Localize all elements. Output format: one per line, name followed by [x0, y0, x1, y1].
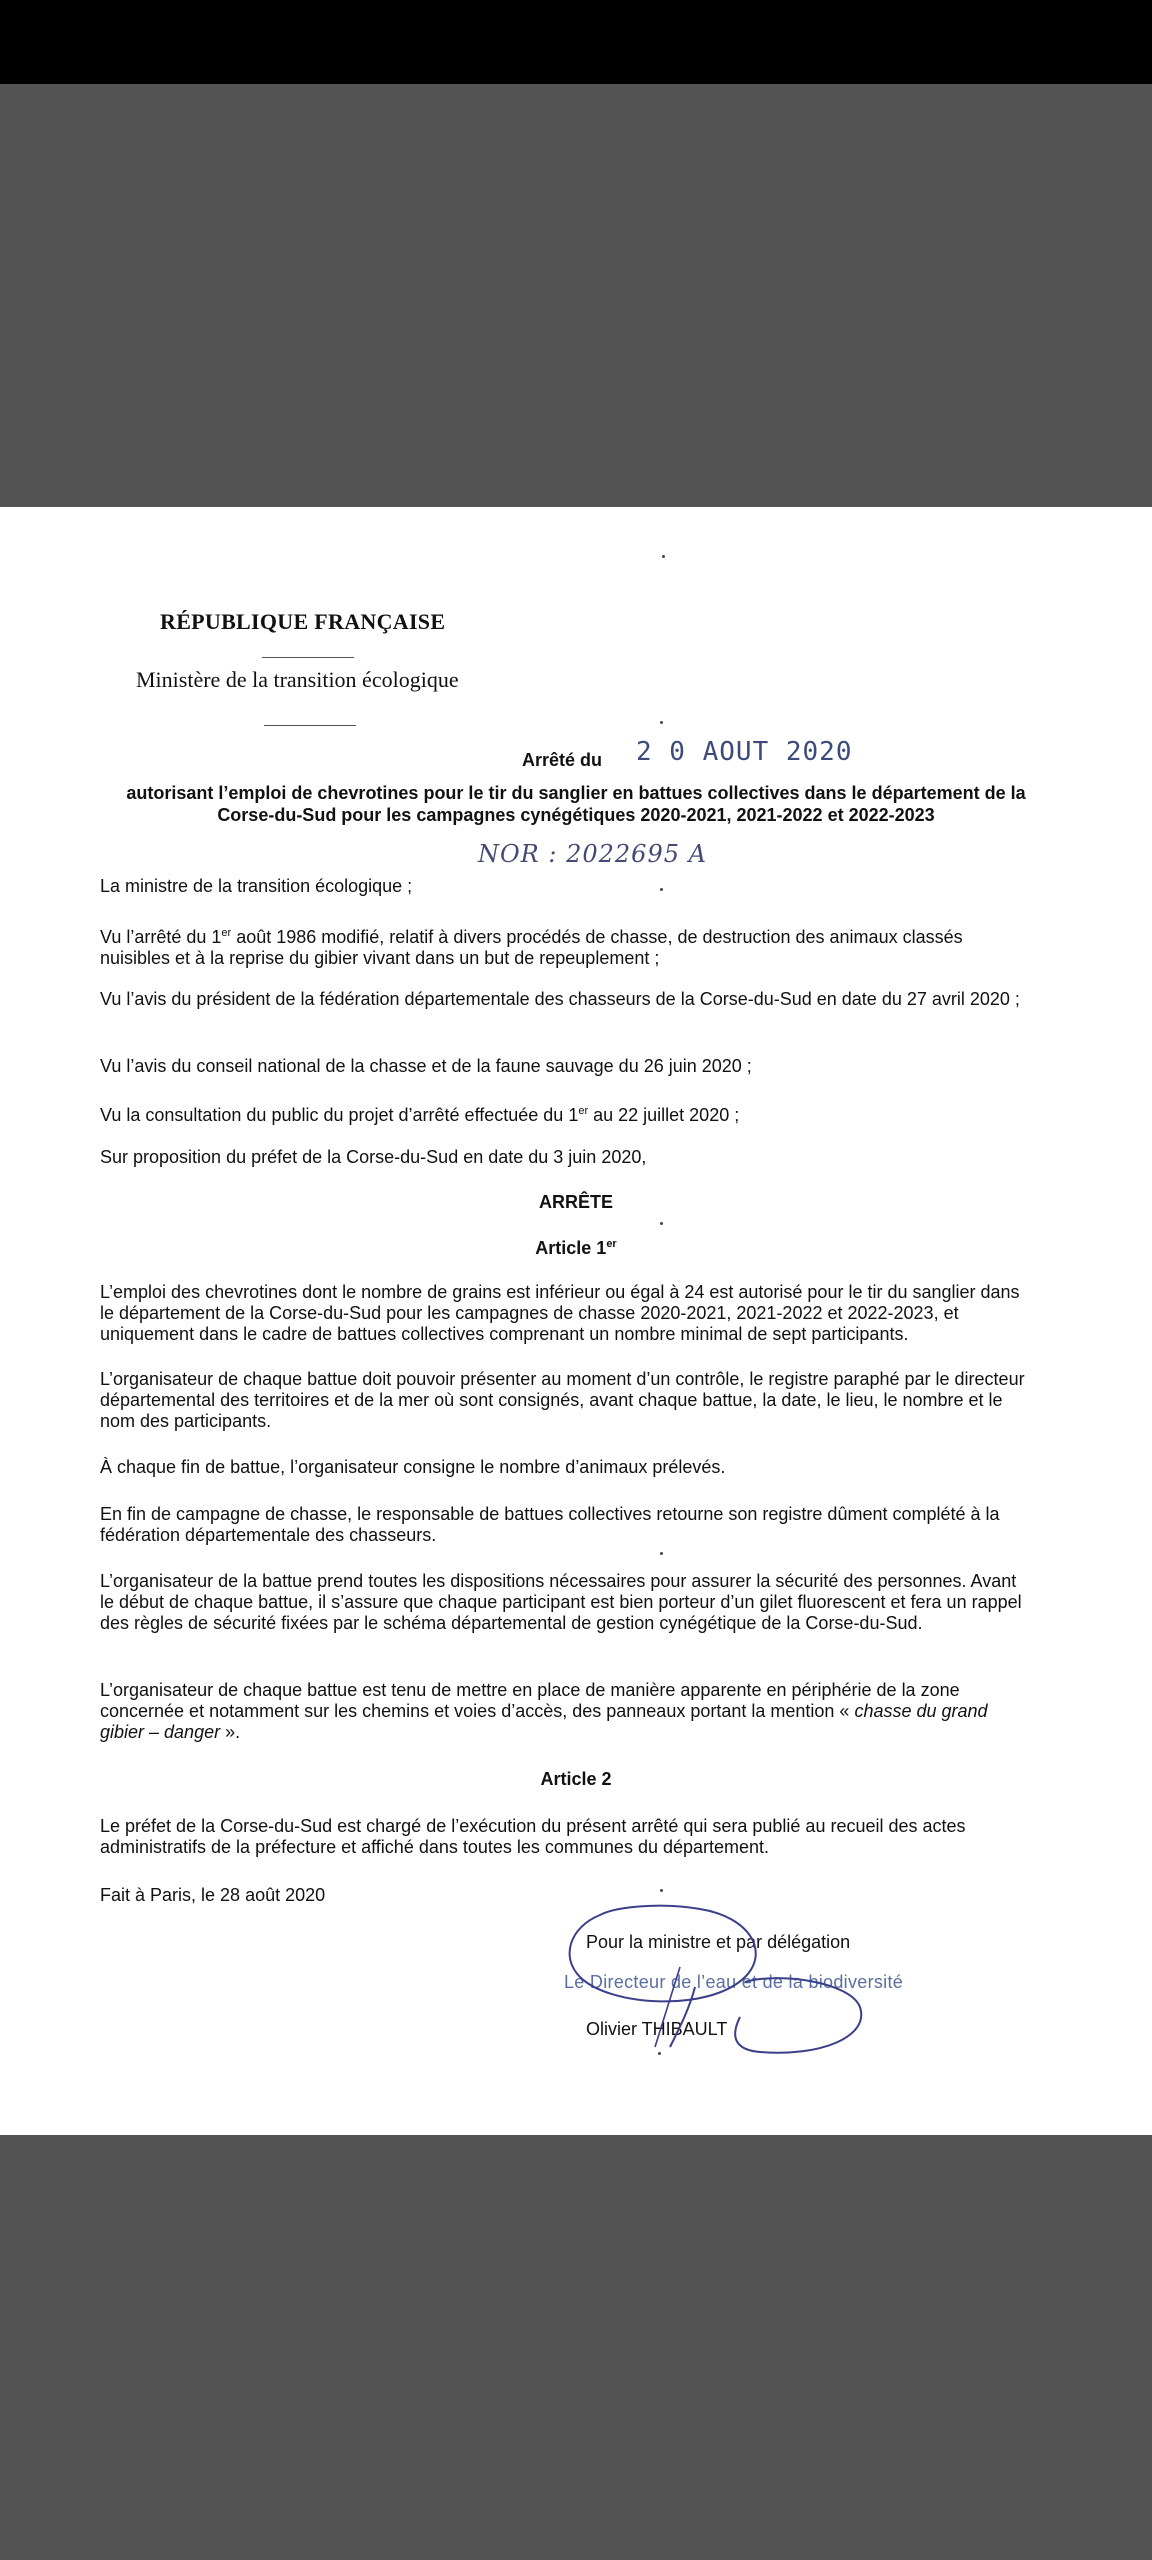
preamble-ministre: La ministre de la transition écologique ;	[100, 876, 413, 896]
delegation-line: Pour la ministre et par délégation	[586, 1932, 851, 1952]
nor-handwritten: NOR : 2022695 A	[478, 840, 707, 868]
republic-heading: RÉPUBLIQUE FRANÇAISE	[160, 609, 446, 634]
signage-text: L’organisateur de chaque battue est tenu de mettre en place de manière apparente en périphérie de la zone concernée et notamment sur les chemins et voies d’accès, des panneaux portant la mention «	[100, 1680, 960, 1721]
scan-speck	[660, 1889, 663, 1892]
scan-speck	[660, 1222, 663, 1225]
arrete-heading: ARRÊTE	[538, 1192, 613, 1212]
preamble-vu-federation: Vu l’avis du président de la fédération départementale des chasseurs de la Corse-du-Sud en date du 27 avril 2020 ;	[100, 989, 1020, 1009]
preamble-vu-conseil: Vu l’avis du conseil national de la chasse et de la faune sauvage du 26 juin 2020 ;	[100, 1056, 752, 1076]
scan-speck	[660, 721, 663, 724]
place-and-date: Fait à Paris, le 28 août 2020	[100, 1885, 326, 1905]
article-2-heading: Article 2	[540, 1769, 612, 1789]
scan-speck	[660, 888, 663, 891]
arrete-title: autorisant l’emploi de chevrotines pour le tir du sanglier en battues collectives dans le département de la Corse-du-Sud pour les campagnes cynégétiques 2020-2021, 2021-2022 et 2022-2023	[126, 783, 1026, 825]
preamble-vu-1986: Vu l’arrêté du 1er août 1986 modifié, relatif à divers procédés de chasse, de destruction des animaux classés nuisibles et à la reprise du gibier vivant dans un but de repeuplement ;	[100, 927, 963, 968]
signatory-name: Olivier THIBAULT	[586, 2019, 728, 2039]
article-2-paragraph: Le préfet de la Corse-du-Sud est chargé de l’exécution du présent arrêté qui sera publié au recueil des actes administratifs de la préfecture et affiché dans toutes les communes du département.	[100, 1816, 966, 1857]
article-1-paragraph: À chaque fin de battue, l’organisateur consigne le nombre d’animaux prélevés.	[100, 1457, 726, 1477]
article-1-paragraph-signage	[100, 1680, 1026, 1743]
article-1-paragraph: L’emploi des chevrotines dont le nombre de grains est inférieur ou égal à 24 est autorisé pour le tir du sanglier dans le département de la Corse-du-Sud pour les campagnes de chasse 2020-2021, 2021-2022 et 2022-2023, et uniquement dans le cadre de battues collectives comprenant un nombre minimal de sept participants.	[100, 1282, 1020, 1344]
scan-speck	[662, 555, 665, 558]
preamble-vu-consultation: Vu la consultation du public du projet d’arrêté effectuée du 1er au 22 juillet 2020 ;	[100, 1105, 740, 1125]
preamble-proposition: Sur proposition du préfet de la Corse-du-Sud en date du 3 juin 2020,	[100, 1147, 647, 1167]
article-1-paragraph: L’organisateur de la battue prend toutes les dispositions nécessaires pour assurer la sécurité des personnes. Avant le début de chaque battue, il s’assure que chaque participant est bien porteur d’un gilet fluorescent et fera un rappel des règles de sécurité fixées par le schéma départemental de gestion cynégétique de la Corse-du-Sud.	[100, 1571, 1022, 1633]
top-status-bar	[0, 0, 1152, 84]
article-1-paragraph: En fin de campagne de chasse, le responsable de battues collectives retourne son registre dûment complété à la fédération départementale des chasseurs.	[100, 1504, 1000, 1545]
signage-text-end: ».	[220, 1722, 241, 1742]
signage-mention: chasse du grand gibier – danger	[100, 1701, 988, 1742]
signatory-title-stamp: Le Directeur de l’eau et de la biodiversité	[564, 1972, 904, 1992]
ministry-name: Ministère de la transition écologique	[136, 667, 459, 692]
arrete-date-label: Arrêté du	[522, 750, 603, 770]
article-1-paragraph: L’organisateur de chaque battue doit pouvoir présenter au moment d’un contrôle, le registre paraphé par le directeur départemental des territoires et de la mer où sont consignés, avant chaque battue, la date, le lieu, le nombre et le nom des participants.	[100, 1369, 1025, 1431]
divider	[264, 725, 356, 726]
handwritten-signature	[560, 1897, 880, 2067]
document-page	[0, 507, 1152, 2135]
scan-speck	[660, 1552, 663, 1555]
article-1-heading: Article 1er	[535, 1238, 617, 1258]
date-stamp: 2 0 AOUT 2020	[636, 737, 853, 767]
divider	[262, 657, 354, 658]
